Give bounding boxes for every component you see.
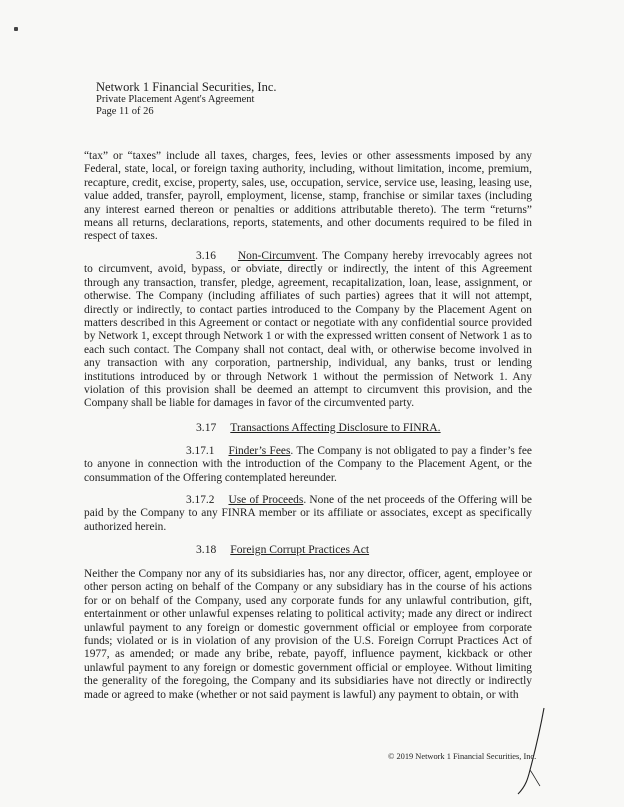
section-3-18-paragraph: Neither the Company nor any of its subsidiaries has, nor any director, officer, agent, employee or other person acting on behalf of the Company or any subsidiary has in the course of his actions for or on behalf of the Company, used any corporate funds for any unlawful contribution, gift, entertainment or other unlawful expenses relating to political activity; made any direct or indirect unlawful payment to any foreign or domestic government official or employee from corporate funds; violated or is in violation of any provision of the U.S. Foreign Corrupt Practices Act of 1977, as amended; or made any bribe, rebate, payoff, influence payment, kickback or other unlawful payment to any foreign or domestic government official or employee. Without limiting the generality of the foregoing, the Company and its subsidiaries have not directly or indirectly made or agreed to make (whether or not said payment is lawful) any payment to obtain, or with bbox=[84, 568, 532, 701]
header-page-number: Page 11 of 26 bbox=[96, 106, 154, 117]
section-3-17-2-title: Use of Proceeds bbox=[228, 494, 304, 506]
header-company: Network 1 Financial Securities, Inc. bbox=[96, 80, 277, 94]
page-header bbox=[96, 80, 277, 118]
header-doc-title: Private Placement Agent's Agreement bbox=[96, 94, 255, 105]
section-3-17-1-number: 3.17.1 bbox=[186, 445, 215, 457]
section-3-17-1-text: . The Company is not obligated to pay a finder’s fee to anyone in connection with the introduction of the Company to the Placement Agent, or the consummation of the Offering contemplated hereunder. bbox=[84, 445, 532, 484]
copyright-footer: © 2019 Network 1 Financial Securities, Inc. bbox=[388, 752, 537, 761]
section-3-18-heading bbox=[196, 543, 369, 557]
section-3-16-number: 3.16 bbox=[196, 250, 216, 262]
scan-mark bbox=[14, 27, 18, 31]
signature-mark bbox=[500, 700, 560, 800]
section-3-18-number: 3.18 bbox=[196, 543, 217, 556]
section-3-17-1-title: Finder’s Fees bbox=[228, 445, 291, 457]
section-3-17-1 bbox=[84, 445, 532, 485]
section-3-17-heading bbox=[196, 421, 441, 435]
section-3-17-2-number: 3.17.2 bbox=[186, 494, 215, 506]
section-3-18-title: Foreign Corrupt Practices Act bbox=[230, 543, 370, 556]
section-3-17-number: 3.17 bbox=[196, 421, 217, 434]
section-3-17-title: Transactions Affecting Disclosure to FINRA. bbox=[230, 421, 441, 434]
taxes-definition-paragraph: “tax” or “taxes” include all taxes, charges, fees, levies or other assessments imposed by any Federal, state, local, or foreign taxing authority, including, without limitation, income, premium, recapture, credit, excise, property, sales, use, occupation, service, service use, leasing, leasing use, value added, transfer, payroll, employment, license, stamp, franchise or similar taxes (including any interest earned thereon or penalties or additions attributable thereto). The term “returns” means all returns, declarations, reports, statements, and other documents required to be filed in respect of taxes. bbox=[84, 150, 532, 243]
section-3-16 bbox=[84, 250, 532, 411]
section-3-16-text: . The Company hereby irrevocably agrees not to circumvent, avoid, bypass, or obviate, directly or indirectly, the intent of this Agreement through any transaction, transfer, pledge, agreement, recapitalization, loan, lease, assignment, or otherwise. The Company (including affiliates of such parties) agrees that it will not attempt, directly or indirectly, to contact parties introduced to the Company by the Placement Agent on matters described in this Agreement or contact or negotiate with any confidential source provided by Network 1, except through Network 1 or with the expressed written consent of Network 1 as to each such contact. The Company shall not contact, deal with, or otherwise become involved in any transaction with any corporation, partnership, individual, any banks, trust or lending institutions introduced by or through Network 1 without the permission of Network 1. Any violation of this provision shall be deemed an attempt to circumvent this provision, and the Company shall be liable for damages in favor of the circumvented party. bbox=[84, 250, 532, 410]
section-3-17-2 bbox=[84, 494, 532, 534]
section-3-17-2-text: . None of the net proceeds of the Offering will be paid by the Company to any FINRA member or its affiliate or associates, except as specifically authorized herein. bbox=[84, 494, 532, 533]
section-3-16-title: Non-Circumvent bbox=[237, 250, 316, 262]
